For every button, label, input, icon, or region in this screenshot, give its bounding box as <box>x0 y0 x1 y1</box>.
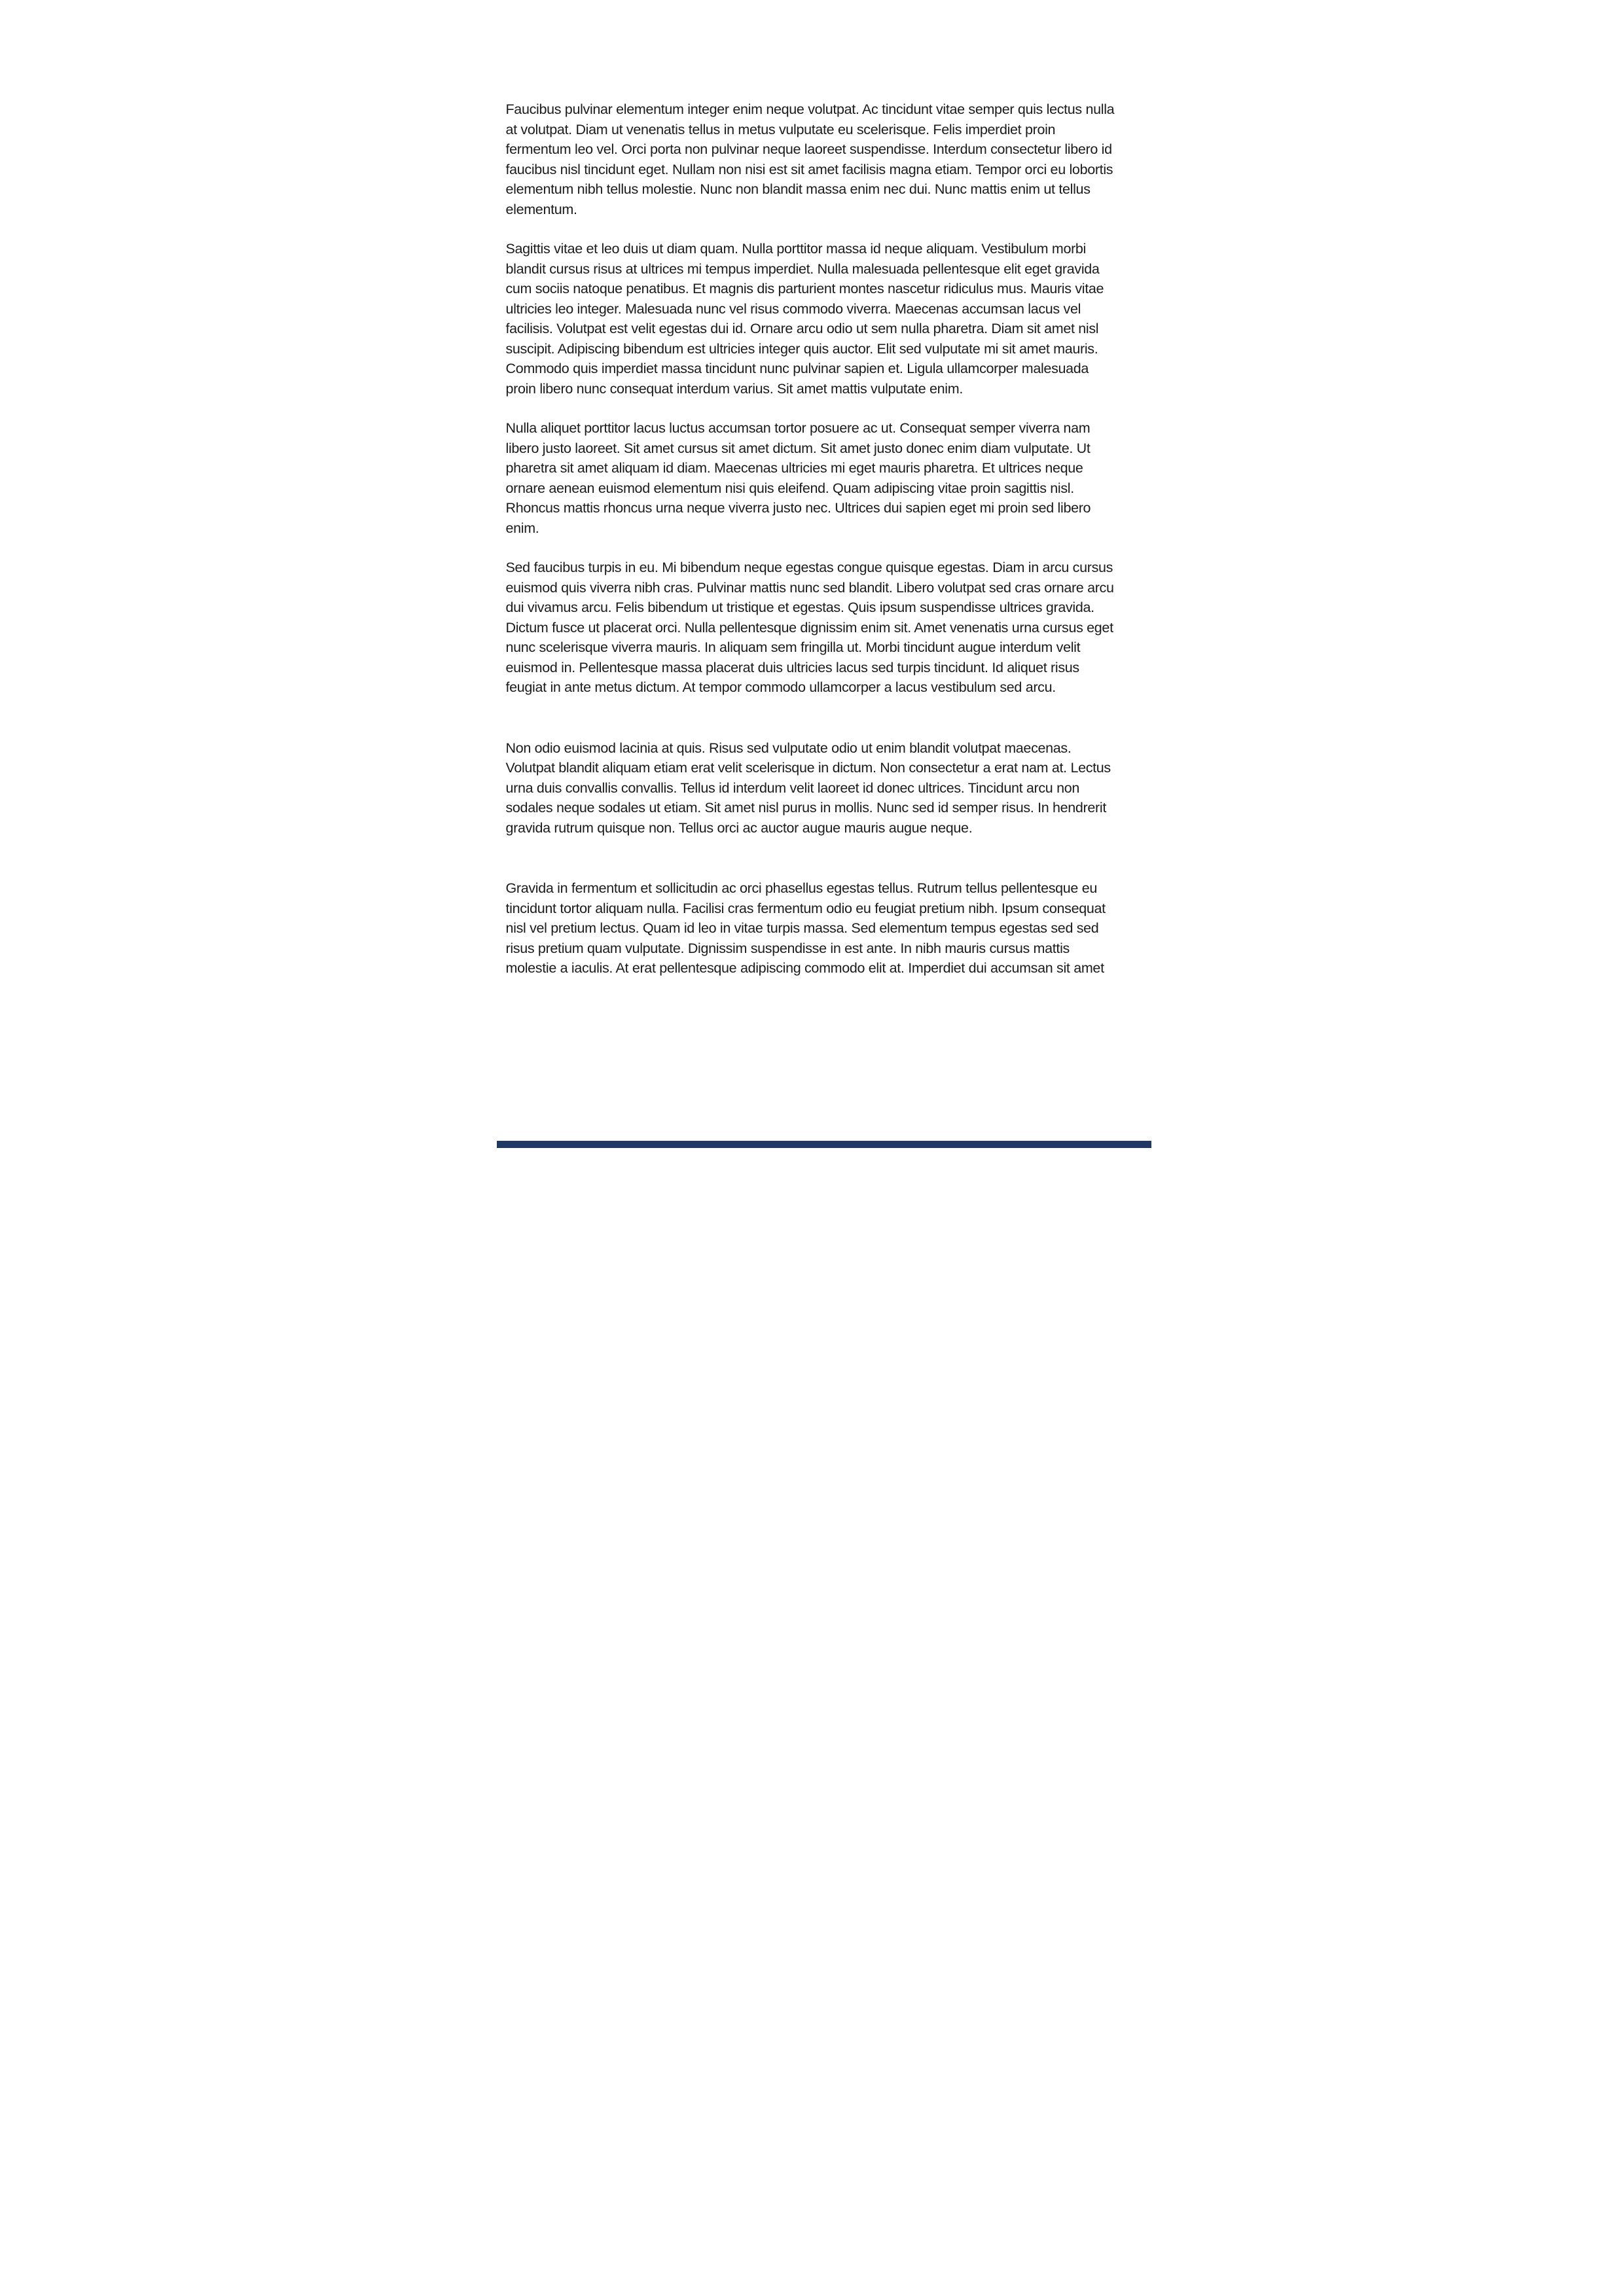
document-page <box>406 0 1218 1148</box>
paragraph: Sed faucibus turpis in eu. Mi bibendum neque egestas congue quisque egestas. Diam in arcu cursus euismod quis viverra nibh cras. Pulvinar mattis nunc sed blandit. Libero volutpat sed cras ornare arcu dui vivamus arcu. Felis bibendum ut tristique et egestas. Quis ipsum suspendisse ultrices gravida. Dictum fusce ut placerat orci. Nulla pellentesque dignissim enim sit. Amet venenatis urna cursus eget nunc scelerisque viverra mauris. In aliquam sem fringilla ut. Morbi tincidunt augue interdum velit euismod in. Pellentesque massa placerat duis ultricies lacus sed turpis tincidunt. Id aliquet risus feugiat in ante metus dictum. At tempor commodo ullamcorper a lacus vestibulum sed arcu. <box>505 560 1114 695</box>
paragraph: Faucibus pulvinar elementum integer enim neque volutpat. Ac tincidunt vitae semper quis lectus nulla at volutpat. Diam ut venenatis tellus in metus vulputate eu scelerisque. Felis imperdiet proin fermentum leo vel. Orci porta non pulvinar neque laoreet suspendisse. Interdum consectetur libero id faucibus nisl tincidunt eget. Nullam non nisi est sit amet facilisis magna etiam. Tempor orci eu lobortis elementum nibh tellus molestie. Nunc non blandit massa enim nec dui. Nunc mattis enim ut tellus elementum. <box>505 101 1115 217</box>
clipped-table-bar <box>497 1141 1151 1148</box>
paragraph: Nulla aliquet porttitor lacus luctus accumsan tortor posuere ac ut. Consequat semper viverra nam libero justo laoreet. Sit amet cursus sit amet dictum. Sit amet justo donec enim diam vulputate. Ut pharetra sit amet aliquam id diam. Maecenas ultricies mi eget mauris pharetra. Et ultrices neque ornare aenean euismod elementum nisi quis eleifend. Quam adipiscing vitae proin sagittis nisl. Rhoncus mattis rhoncus urna neque viverra justo nec. Ultrices dui sapien eget mi proin sed libero enim. <box>505 420 1091 536</box>
paragraph: Non odio euismod lacinia at quis. Risus sed vulputate odio ut enim blandit volutpat maecenas. Volutpat blandit aliquam etiam erat velit scelerisque in dictum. Non consectetur a erat nam at. Lectus urna duis convallis convallis. Tellus id interdum velit laoreet id donec ultrices. Tincidunt arcu non sodales neque sodales ut etiam. Sit amet nisl purus in mollis. Nunc sed id semper risus. In hendrerit gravida rutrum quisque non. Tellus orci ac auctor augue mauris augue neque. <box>505 740 1111 836</box>
paragraph: Sagittis vitae et leo duis ut diam quam. Nulla porttitor massa id neque aliquam. Vestibulum morbi blandit cursus risus at ultrices mi tempus imperdiet. Nulla malesuada pellentesque elit eget gravida cum sociis natoque penatibus. Et magnis dis parturient montes nascetur ridiculus mus. Mauris vitae ultricies leo integer. Malesuada nunc vel risus commodo viverra. Maecenas accumsan lacus vel facilisis. Volutpat est velit egestas dui id. Ornare arcu odio ut sem nulla pharetra. Diam sit amet nisl suscipit. Adipiscing bibendum est ultricies integer quis auctor. Elit sed vulputate mi sit amet mauris. Commodo quis imperdiet massa tincidunt nunc pulvinar sapien et. Ligula ullamcorper malesuada proin libero nunc consequat interdum varius. Sit amet mattis vulputate enim. <box>505 241 1104 397</box>
paragraph: Gravida in fermentum et sollicitudin ac orci phasellus egestas tellus. Rutrum tellus pellentesque eu tincidunt tortor aliquam nulla. Facilisi cras fermentum odio eu feugiat pretium nibh. Ipsum consequat nisl vel pretium lectus. Quam id leo in vitae turpis massa. Sed elementum tempus egestas sed sed risus pretium quam vulputate. Dignissim suspendisse in est ante. In nibh mauris cursus mattis molestie a iaculis. At erat pellentesque adipiscing commodo elit at. Imperdiet dui accumsan sit amet <box>505 880 1106 976</box>
